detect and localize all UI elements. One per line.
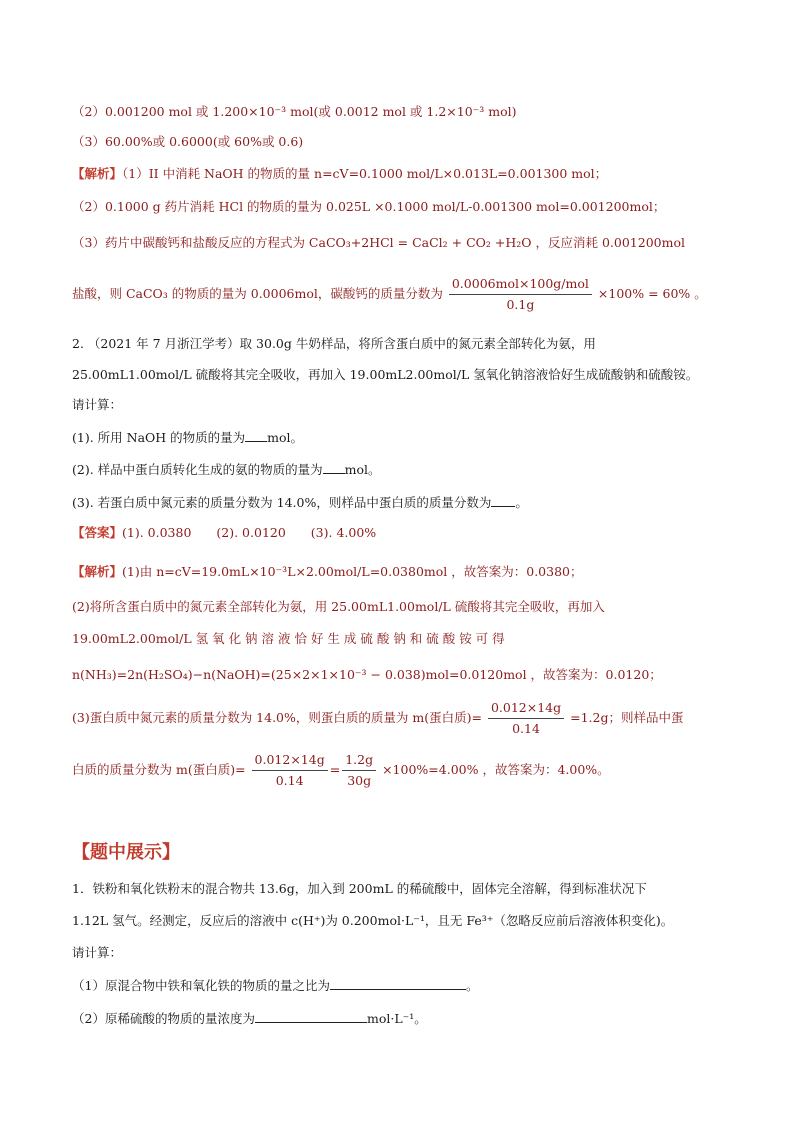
line-analysis-4 bbox=[72, 276, 707, 313]
fraction-numerator: 0.012×14g bbox=[488, 700, 564, 719]
section-prompt: 请计算： bbox=[72, 945, 123, 960]
question-2-line-2: 25.00mL1.00mol/L 硫酸将其完全吸收，再加入 19.00mL2.00mol/L 氢氧化钠溶液恰好生成硫酸钠和硫酸铵。 bbox=[72, 367, 699, 382]
analysis-2-text-5a: (3)蛋白质中氮元素的质量分数为 14.0%，则蛋白质的质量为 m(蛋白质)= bbox=[72, 710, 482, 725]
sub-3-end: 。 bbox=[515, 495, 528, 510]
section-q2-unit: mol·L⁻¹。 bbox=[366, 1011, 427, 1026]
answer-blank-2[interactable] bbox=[323, 459, 345, 474]
fraction-numerator: 0.012×14g bbox=[252, 752, 328, 771]
question-2-sub-3 bbox=[72, 492, 528, 512]
section-para-2: 1.12L 氢气。经测定，反应后的溶液中 c(H⁺)为 0.200mol·L⁻¹，且无 Fe³⁺（忽略反应前后溶液体积变化)。 bbox=[72, 913, 674, 928]
fraction-denominator: 30g bbox=[347, 773, 372, 788]
answer-text: (1). 0.0380 (2). 0.0120 (3). 4.00% bbox=[122, 525, 377, 540]
answer-blank-4[interactable] bbox=[330, 975, 466, 990]
line-answer-2: （2）0.001200 mol 或 1.200×10⁻³ mol(或 0.0012 mol 或 1.2×10⁻³ mol) bbox=[72, 104, 517, 119]
answer-blank-5[interactable] bbox=[255, 1008, 367, 1023]
line-analysis-2: （2）0.1000 g 药片消耗 HCl 的物质的量为 0.025L ×0.1000 mol/L-0.001300 mol=0.001200mol； bbox=[72, 199, 666, 214]
analysis-2-line-3: 19.00mL2.00mol/L 氢 氧 化 钠 溶 液 恰 好 生 成 硫 酸 钠 和 硫 酸 铵 可 得 bbox=[72, 631, 505, 646]
question-2-line-1: 2. （2021 年 7 月浙江学考）取 30.0g 牛奶样品，将所含蛋白质中的氮元素全部转化为氨，用 bbox=[72, 336, 596, 351]
section-question-2 bbox=[72, 1008, 427, 1028]
section-q2-text: （2）原稀硫酸的物质的量浓度为 bbox=[72, 1011, 255, 1026]
analysis-tag: 【解析】 bbox=[72, 166, 123, 181]
section-heading: 【题中展示】 bbox=[72, 842, 180, 863]
analysis-2-line-4: n(NH₃)=2n(H₂SO₄)−n(NaOH)=(25×2×1×10⁻³ − 0.038)mol=0.0120mol ，故答案为：0.0120； bbox=[72, 667, 662, 682]
section-q1-end: 。 bbox=[465, 978, 479, 993]
analysis-2-text-6a: 白质的质量分数为 m(蛋白质)= bbox=[72, 762, 246, 777]
line-analysis-3: （3）药片中碳酸钙和盐酸反应的方程式为 CaCO₃+2HCl = CaCl₂ + CO₂ +H₂O ，反应消耗 0.001200mol bbox=[72, 235, 685, 250]
analysis-2-line-6 bbox=[72, 752, 610, 789]
fraction-protein-mass-2 bbox=[342, 752, 376, 789]
line-analysis-1 bbox=[72, 165, 607, 183]
sub-1-text: (1). 所用 NaOH 的物质的量为 bbox=[72, 430, 246, 445]
analysis-2-text-6b: ×100%=4.00% ，故答案为：4.00%。 bbox=[382, 762, 610, 777]
analysis-text-1: （1）II 中消耗 NaOH 的物质的量 n=cV=0.1000 mol/L×0.013L=0.001300 mol； bbox=[122, 166, 608, 181]
analysis-2-line-1 bbox=[72, 563, 583, 581]
sub-3-text: (3). 若蛋白质中氮元素的质量分数为 14.0%，则样品中蛋白质的质量分数为 bbox=[72, 495, 492, 510]
section-question-1 bbox=[72, 975, 478, 995]
sub-2-unit: mol。 bbox=[344, 462, 381, 477]
fraction-protein-mass bbox=[488, 700, 564, 737]
analysis-text-4b: ×100% = 60% 。 bbox=[597, 286, 707, 301]
section-para-1: 1．铁粉和氧化铁粉末的混合物共 13.6g，加入到 200mL 的稀硫酸中，固体完全溶解，得到标准状况下 bbox=[72, 881, 647, 896]
fraction-denominator: 0.14 bbox=[512, 721, 540, 736]
fraction-numerator: 0.0006mol×100g/mol bbox=[449, 276, 592, 295]
line-answer-3: （3）60.00%或 0.6000(或 60%或 0.6) bbox=[72, 134, 304, 149]
sub-1-unit: mol。 bbox=[267, 430, 304, 445]
equals-sign: = bbox=[329, 762, 341, 777]
section-q1-text: （1）原混合物中铁和氧化铁的物质的量之比为 bbox=[72, 978, 330, 993]
answer-blank-1[interactable] bbox=[245, 427, 267, 442]
answer-blank-3[interactable] bbox=[491, 492, 515, 507]
answer-line bbox=[72, 524, 376, 542]
question-2-prompt: 请计算： bbox=[72, 397, 123, 412]
analysis-2-line-5 bbox=[72, 700, 683, 737]
answer-tag: 【答案】 bbox=[72, 525, 123, 540]
fraction-numerator: 1.2g bbox=[342, 752, 376, 771]
question-2-sub-2 bbox=[72, 459, 381, 479]
analysis-2-text-5b: =1.2g；则样品中蛋 bbox=[570, 710, 684, 725]
fraction-protein-mass-1 bbox=[252, 752, 328, 789]
question-2-sub-1 bbox=[72, 427, 303, 447]
sub-2-text: (2). 样品中蛋白质转化生成的氨的物质的量为 bbox=[72, 462, 323, 477]
analysis-2-tag: 【解析】 bbox=[72, 564, 123, 579]
fraction-denominator: 0.14 bbox=[275, 773, 304, 788]
fraction-denominator: 0.1g bbox=[506, 297, 535, 312]
analysis-2-text-1: (1)由 n=cV=19.0mL×10⁻³L×2.00mol/L=0.0380mol ，故答案为：0.0380； bbox=[122, 564, 583, 579]
fraction-mass-caco3 bbox=[449, 276, 592, 313]
analysis-2-line-2: (2)将所含蛋白质中的氮元素全部转化为氨，用 25.00mL1.00mol/L 硫酸将其完全吸收，再加入 bbox=[72, 599, 605, 614]
analysis-text-4a: 盐酸，则 CaCO₃ 的物质的量为 0.0006mol，碳酸钙的质量分数为 bbox=[72, 286, 443, 301]
